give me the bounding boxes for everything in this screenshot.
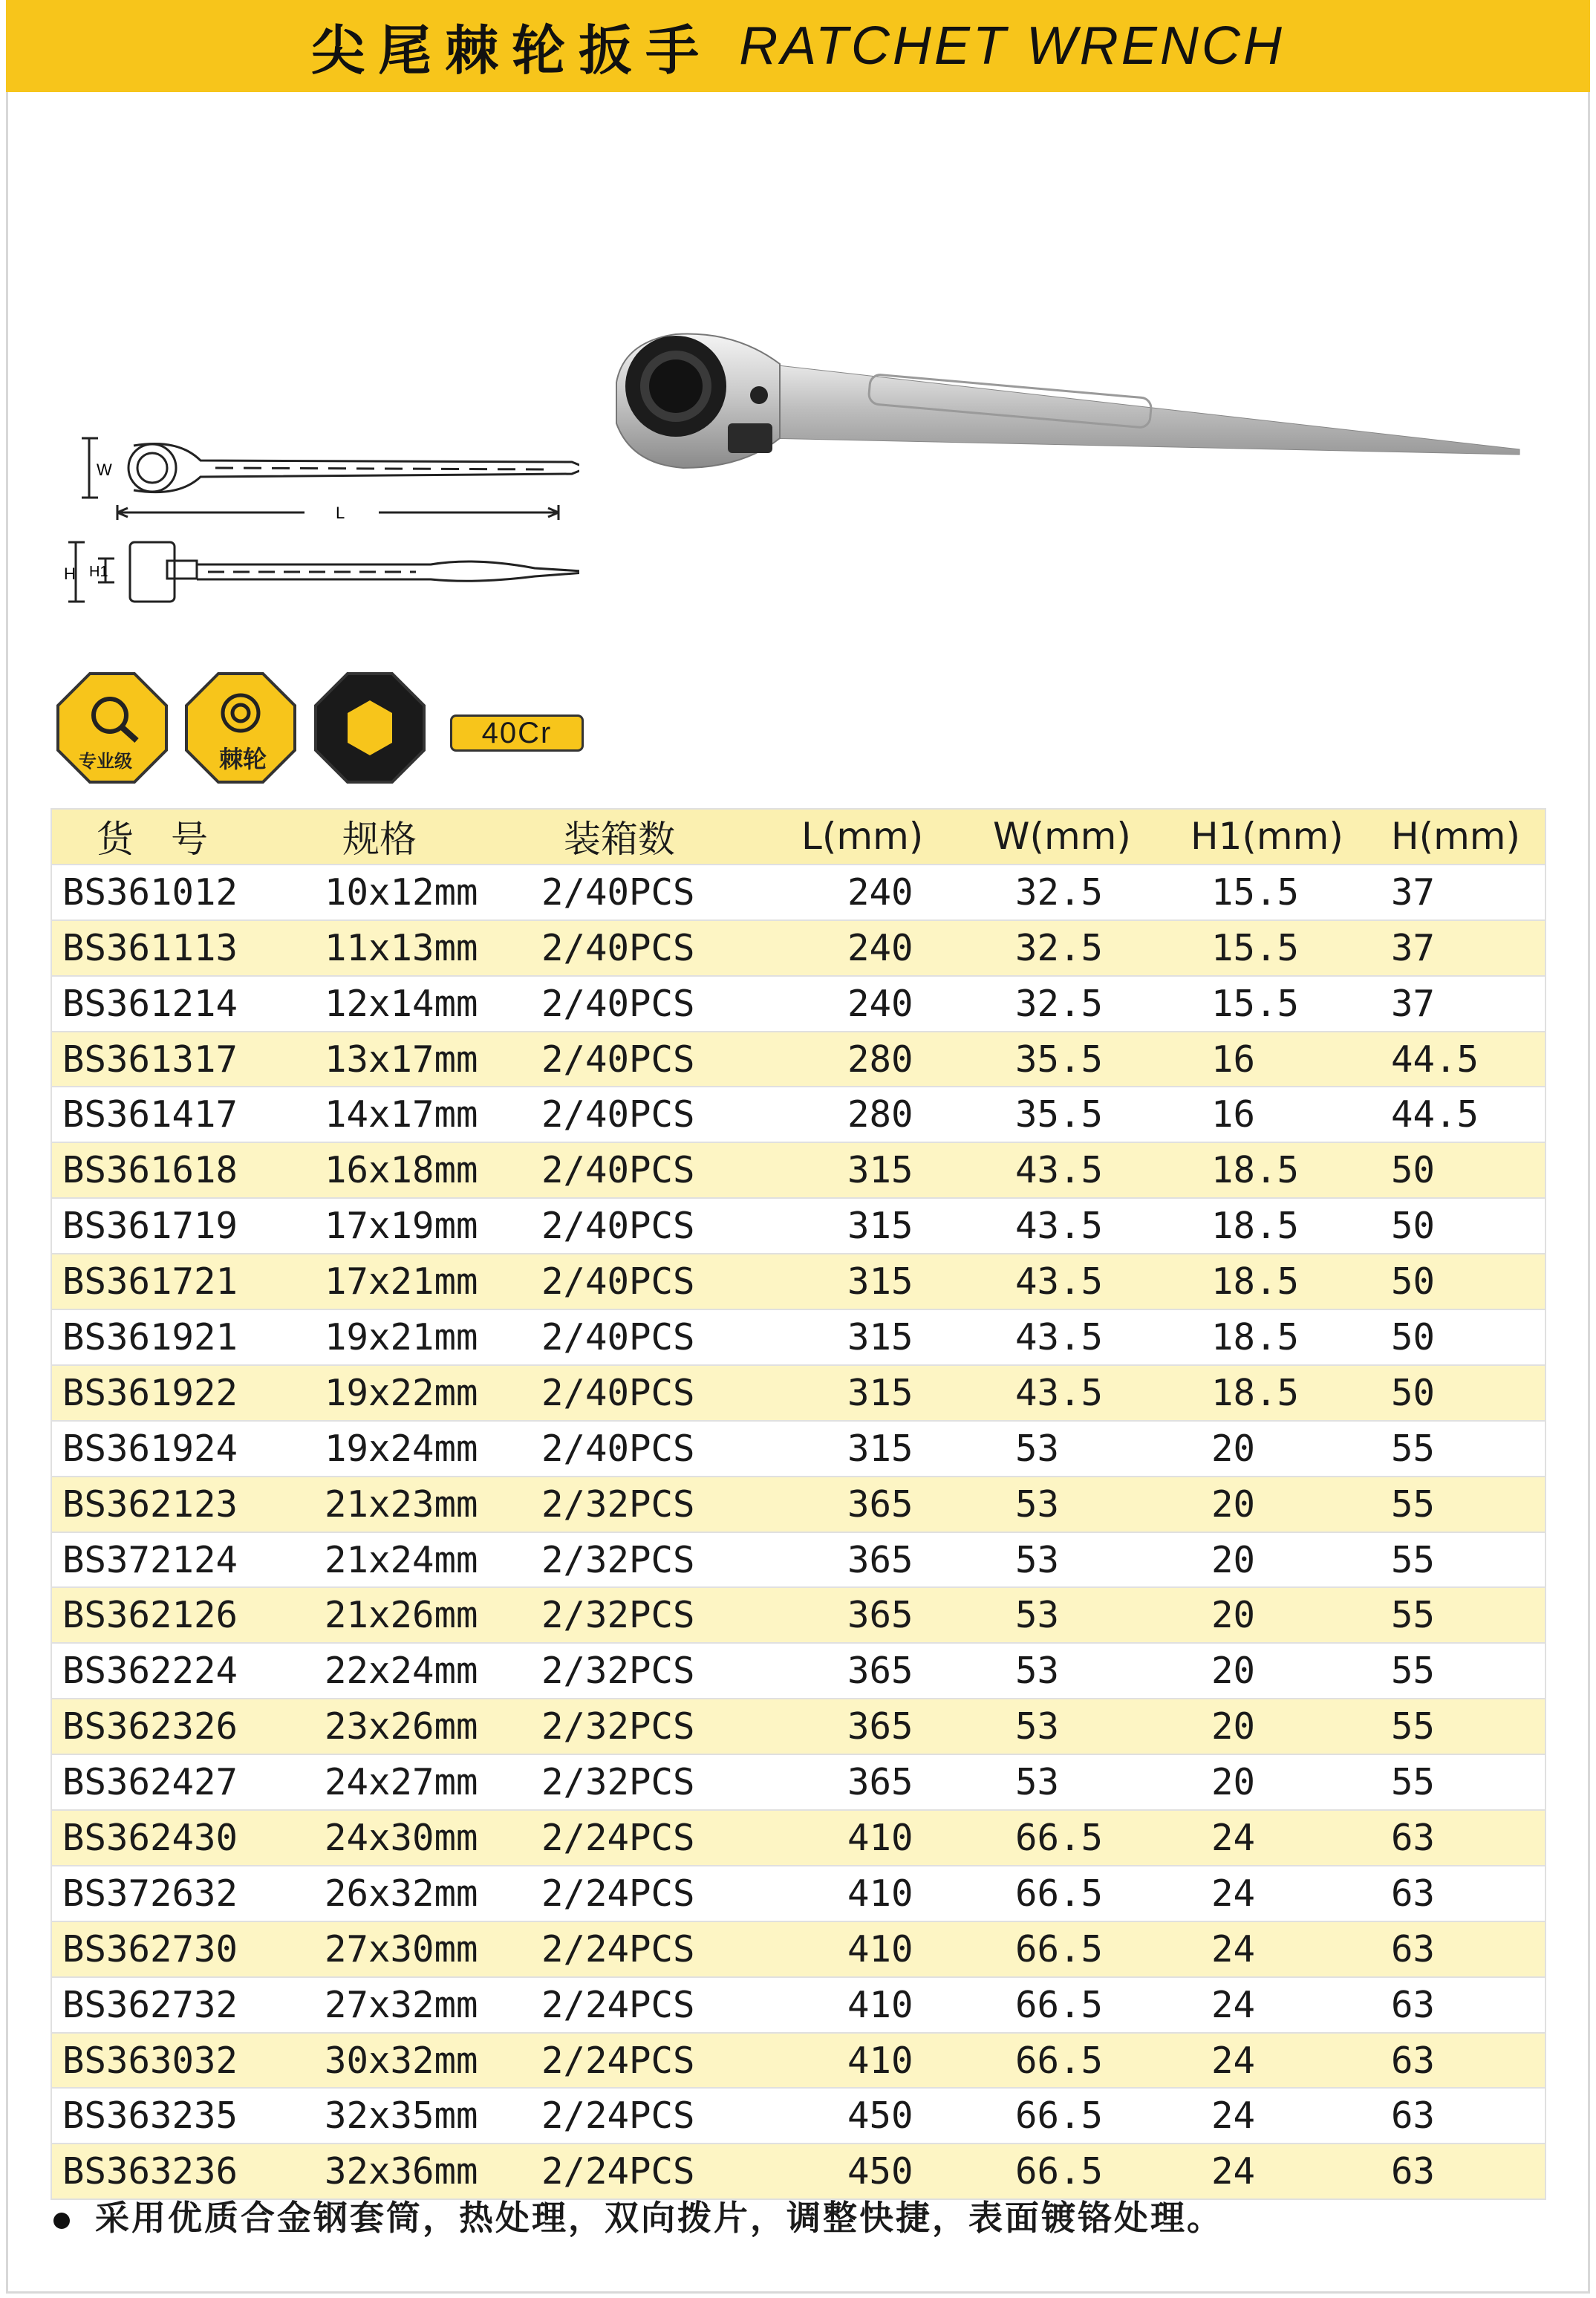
cell-spec: 11x13mm [304,920,541,976]
cell-spec: 27x32mm [304,1977,541,2033]
cell-item-no: BS363236 [51,2144,304,2199]
table-row [51,1866,1545,1921]
cell-item-no: BS362123 [51,1477,304,1532]
cell-height-h1: 18.5 [1191,1365,1391,1421]
cell-width: 32.5 [993,865,1191,920]
cell-height-h: 55 [1391,1699,1545,1754]
cell-width: 53 [993,1699,1191,1754]
table-row [51,1810,1545,1866]
table-row [51,1254,1545,1309]
cell-packing: 2/24PCS [541,2144,801,2199]
cell-packing: 2/40PCS [541,976,801,1032]
cell-item-no: BS372124 [51,1532,304,1588]
cell-height-h1: 24 [1191,1866,1391,1921]
cell-length: 315 [801,1142,993,1198]
cell-item-no: BS363235 [51,2088,304,2144]
cell-item-no: BS361924 [51,1421,304,1477]
cell-height-h1: 18.5 [1191,1254,1391,1309]
cell-length: 315 [801,1365,993,1421]
cell-height-h1: 24 [1191,2088,1391,2144]
cell-height-h: 63 [1391,1977,1545,2033]
cell-height-h1: 20 [1191,1587,1391,1643]
table-row [51,2033,1545,2089]
cell-width: 32.5 [993,920,1191,976]
col-header-h1: H1(mm) [1191,809,1391,865]
cell-height-h: 63 [1391,1921,1545,1977]
cell-width: 35.5 [993,1087,1191,1142]
cell-length: 315 [801,1254,993,1309]
table-row [51,1198,1545,1254]
cell-height-h: 50 [1391,1365,1545,1421]
cell-packing: 2/24PCS [541,1921,801,1977]
cell-length: 410 [801,1921,993,1977]
cell-packing: 2/40PCS [541,1032,801,1087]
cell-packing: 2/40PCS [541,1421,801,1477]
table-row [51,1477,1545,1532]
cell-height-h1: 18.5 [1191,1198,1391,1254]
cell-spec: 21x24mm [304,1532,541,1588]
cell-width: 53 [993,1532,1191,1588]
cell-length: 450 [801,2088,993,2144]
cell-height-h: 63 [1391,2088,1545,2144]
cell-width: 35.5 [993,1032,1191,1087]
cell-height-h1: 16 [1191,1032,1391,1087]
cell-height-h: 55 [1391,1477,1545,1532]
cell-length: 410 [801,1866,993,1921]
cell-packing: 2/40PCS [541,1365,801,1421]
cell-length: 315 [801,1421,993,1477]
cell-item-no: BS361417 [51,1087,304,1142]
label-h: H [64,564,76,583]
cell-packing: 2/40PCS [541,865,801,920]
cell-height-h: 37 [1391,976,1545,1032]
cell-width: 53 [993,1754,1191,1810]
cell-height-h: 55 [1391,1754,1545,1810]
col-header-packing: 装箱数 [541,809,801,865]
cell-width: 66.5 [993,2088,1191,2144]
footer-note [53,2191,1223,2240]
cell-width: 32.5 [993,976,1191,1032]
cell-spec: 19x24mm [304,1421,541,1477]
cell-spec: 12x14mm [304,976,541,1032]
cell-item-no: BS361317 [51,1032,304,1087]
cell-spec: 24x27mm [304,1754,541,1810]
cell-packing: 2/24PCS [541,2088,801,2144]
cell-height-h1: 24 [1191,1921,1391,1977]
cell-spec: 26x32mm [304,1866,541,1921]
cell-height-h1: 18.5 [1191,1142,1391,1198]
cell-item-no: BS361113 [51,920,304,976]
cell-packing: 2/32PCS [541,1477,801,1532]
cell-item-no: BS361721 [51,1254,304,1309]
cell-item-no: BS362224 [51,1643,304,1699]
product-photo [594,312,1530,498]
cell-spec: 13x17mm [304,1032,541,1087]
table-row [51,1977,1545,2033]
col-header-spec: 规格 [304,809,541,865]
cell-spec: 19x22mm [304,1365,541,1421]
footer-note-text: 采用优质合金钢套筒，热处理，双向拨片，调整快捷，表面镀铬处理。 [95,2198,1223,2238]
cell-height-h: 37 [1391,865,1545,920]
cell-height-h1: 16 [1191,1087,1391,1142]
cell-packing: 2/32PCS [541,1587,801,1643]
cell-item-no: BS372632 [51,1866,304,1921]
bullet-icon [53,2213,70,2229]
cell-item-no: BS361618 [51,1142,304,1198]
cell-length: 240 [801,920,993,976]
cell-length: 410 [801,1810,993,1866]
cell-height-h: 37 [1391,920,1545,976]
cell-width: 53 [993,1587,1191,1643]
cell-height-h: 63 [1391,1810,1545,1866]
cell-length: 315 [801,1309,993,1365]
cell-height-h: 55 [1391,1587,1545,1643]
cell-packing: 2/40PCS [541,1309,801,1365]
table-row [51,1699,1545,1754]
cell-length: 365 [801,1754,993,1810]
title-bar [6,0,1590,92]
cell-item-no: BS361719 [51,1198,304,1254]
cell-height-h1: 15.5 [1191,920,1391,976]
label-l: L [336,504,345,522]
cell-spec: 27x30mm [304,1921,541,1977]
cell-spec: 19x21mm [304,1309,541,1365]
cell-height-h: 63 [1391,2033,1545,2089]
cell-height-h1: 24 [1191,1977,1391,2033]
table-row [51,1087,1545,1142]
cell-height-h1: 24 [1191,2144,1391,2199]
cell-height-h1: 20 [1191,1754,1391,1810]
cell-spec: 21x26mm [304,1587,541,1643]
cell-item-no: BS361921 [51,1309,304,1365]
cell-item-no: BS362326 [51,1699,304,1754]
cell-length: 365 [801,1587,993,1643]
col-header-h: H(mm) [1391,809,1545,865]
cell-height-h1: 15.5 [1191,865,1391,920]
cell-height-h: 44.5 [1391,1032,1545,1087]
cell-width: 53 [993,1421,1191,1477]
cell-packing: 2/40PCS [541,1142,801,1198]
cell-height-h1: 20 [1191,1477,1391,1532]
cell-packing: 2/32PCS [541,1754,801,1810]
table-row [51,1754,1545,1810]
cell-width: 53 [993,1643,1191,1699]
cell-packing: 2/40PCS [541,920,801,976]
cell-item-no: BS362427 [51,1754,304,1810]
cell-item-no: BS361214 [51,976,304,1032]
label-h1: H1 [89,564,108,580]
cell-width: 66.5 [993,1977,1191,2033]
cell-packing: 2/32PCS [541,1699,801,1754]
col-header-item-no: 货 号 [51,809,304,865]
table-row [51,1309,1545,1365]
cell-spec: 10x12mm [304,865,541,920]
cell-packing: 2/24PCS [541,1977,801,2033]
table-row [51,1142,1545,1198]
cell-spec: 24x30mm [304,1810,541,1866]
cell-spec: 17x19mm [304,1198,541,1254]
table-row [51,1532,1545,1588]
cell-packing: 2/40PCS [541,1254,801,1309]
cell-height-h: 63 [1391,2144,1545,2199]
cell-width: 66.5 [993,2033,1191,2089]
table-row [51,1587,1545,1643]
cell-height-h: 55 [1391,1421,1545,1477]
cell-item-no: BS362730 [51,1921,304,1977]
cell-height-h1: 18.5 [1191,1309,1391,1365]
cell-width: 66.5 [993,2144,1191,2199]
cell-length: 365 [801,1643,993,1699]
cell-height-h: 55 [1391,1532,1545,1588]
badge-ratchet-label: 棘轮 [219,745,267,773]
cell-height-h: 50 [1391,1142,1545,1198]
cell-packing: 2/40PCS [541,1087,801,1142]
cell-width: 43.5 [993,1309,1191,1365]
cell-item-no: BS362430 [51,1810,304,1866]
cell-spec: 14x17mm [304,1087,541,1142]
cell-height-h1: 20 [1191,1532,1391,1588]
spec-table [51,808,1546,2200]
badge-professional-label: 专业级 [79,751,132,772]
table-row [51,1643,1545,1699]
cell-length: 280 [801,1032,993,1087]
cell-height-h: 50 [1391,1198,1545,1254]
cell-height-h: 50 [1391,1309,1545,1365]
table-row [51,1365,1545,1421]
table-row [51,1032,1545,1087]
cell-packing: 2/40PCS [541,1198,801,1254]
table-row [51,865,1545,920]
cell-length: 240 [801,865,993,920]
title-english: RATCHET WRENCH [739,16,1285,76]
cell-spec: 30x32mm [304,2033,541,2089]
cell-height-h1: 20 [1191,1699,1391,1754]
table-row [51,1421,1545,1477]
cell-height-h1: 24 [1191,1810,1391,1866]
cell-height-h: 55 [1391,1643,1545,1699]
cell-spec: 21x23mm [304,1477,541,1532]
dimension-diagram [59,423,579,624]
cell-width: 43.5 [993,1142,1191,1198]
cell-height-h1: 15.5 [1191,976,1391,1032]
cell-packing: 2/32PCS [541,1532,801,1588]
cell-width: 66.5 [993,1866,1191,1921]
cell-length: 315 [801,1198,993,1254]
cell-height-h: 63 [1391,1866,1545,1921]
cell-length: 450 [801,2144,993,2199]
label-w: W [97,460,112,479]
cell-width: 43.5 [993,1365,1191,1421]
cell-width: 43.5 [993,1254,1191,1309]
material-badge: 40Cr [450,715,584,752]
cell-spec: 32x36mm [304,2144,541,2199]
cell-length: 365 [801,1532,993,1588]
cell-length: 280 [801,1087,993,1142]
cell-item-no: BS362732 [51,1977,304,2033]
cell-length: 365 [801,1477,993,1532]
cell-length: 410 [801,1977,993,2033]
cell-height-h: 44.5 [1391,1087,1545,1142]
cell-packing: 2/24PCS [541,1866,801,1921]
table-header-row [51,809,1545,865]
table-row [51,920,1545,976]
cell-packing: 2/24PCS [541,1810,801,1866]
cell-height-h: 50 [1391,1254,1545,1309]
cell-item-no: BS363032 [51,2033,304,2089]
cell-spec: 17x21mm [304,1254,541,1309]
cell-spec: 22x24mm [304,1643,541,1699]
cell-spec: 32x35mm [304,2088,541,2144]
cell-height-h1: 24 [1191,2033,1391,2089]
col-header-l: L(mm) [801,809,993,865]
table-row [51,2088,1545,2144]
cell-spec: 23x26mm [304,1699,541,1754]
table-row [51,976,1545,1032]
table-row [51,1921,1545,1977]
cell-item-no: BS362126 [51,1587,304,1643]
cell-length: 410 [801,2033,993,2089]
cell-width: 43.5 [993,1198,1191,1254]
cell-height-h1: 20 [1191,1421,1391,1477]
cell-item-no: BS361012 [51,865,304,920]
cell-width: 66.5 [993,1810,1191,1866]
col-header-w: W(mm) [993,809,1191,865]
cell-spec: 16x18mm [304,1142,541,1198]
cell-length: 240 [801,976,993,1032]
cell-width: 53 [993,1477,1191,1532]
cell-packing: 2/32PCS [541,1643,801,1699]
title-chinese: 尖尾棘轮扳手 [311,19,713,82]
cell-width: 66.5 [993,1921,1191,1977]
cell-length: 365 [801,1699,993,1754]
cell-height-h1: 20 [1191,1643,1391,1699]
cell-item-no: BS361922 [51,1365,304,1421]
cell-packing: 2/24PCS [541,2033,801,2089]
